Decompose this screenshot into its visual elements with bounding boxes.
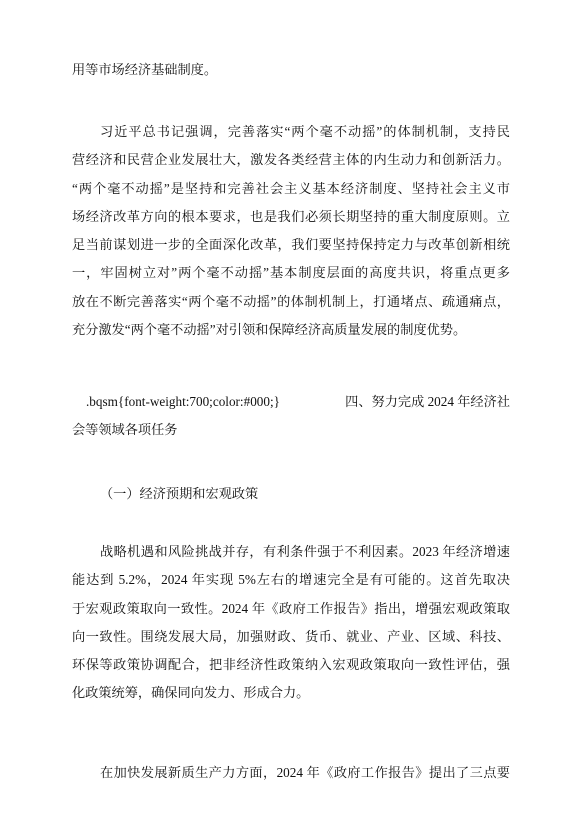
text-line: 足当前谋划进一步的全面深化改革，我们要坚持保持定力与改革创新相统 xyxy=(72,237,510,253)
text-line: “两个毫不动摇”是坚持和完善社会主义基本经济制度、坚持社会主义市 xyxy=(72,180,510,196)
text-line: 环保等政策协调配合，把非经济性政策纳入宏观政策取向一致性评估，强 xyxy=(72,657,510,673)
text-line: 向一致性。围绕发展大局，加强财政、货币、就业、产业、区域、科技、 xyxy=(72,628,510,644)
subsection-heading xyxy=(72,480,510,508)
text-line: 能达到 5.2%，2024 年实现 5%左右的增速完全是有可能的。这首先取决 xyxy=(72,572,510,588)
paragraph-two-unwavering xyxy=(72,118,510,344)
text-line: 习近平总书记强调，完善落实“两个毫不动摇”的体制机制，支持民 xyxy=(100,124,510,139)
text-line: 充分激发“两个毫不动摇”对引领和保障经济高质量发展的制度优势。 xyxy=(72,322,467,338)
text-line: 放在不断完善落实“两个毫不动摇”的体制机制上，打通堵点、疏通痛点， xyxy=(72,293,510,309)
section-title: 四、努力完成 2024 年经济社 xyxy=(345,394,510,409)
text-line: 一，牢固树立对”两个毫不动摇”基本制度层面的高度共识，将重点更多 xyxy=(72,265,510,281)
text-line: 战略机遇和风险挑战并存，有利条件强于不利因素。2023 年经济增速 xyxy=(100,544,510,559)
paragraph-macro-policy xyxy=(72,538,510,708)
subsection-title: （一）经济预期和宏观政策 xyxy=(100,486,259,501)
paragraph-new-productivity xyxy=(72,759,510,787)
section-heading-line xyxy=(72,388,510,416)
text-line: 在加快发展新质生产力方面，2024 年《政府工作报告》提出了三点要 xyxy=(100,765,510,780)
text-line: 营经济和民营企业发展壮大，激发各类经营主体的内生动力和创新活力。 xyxy=(72,152,510,168)
text-line: 于宏观政策取向一致性。2024 年《政府工作报告》指出，增强宏观政策取 xyxy=(72,600,510,616)
text-line: 化政策统筹，确保同向发力、形成合力。 xyxy=(72,685,310,701)
text-line: 场经济改革方向的根本要求，也是我们必须长期坚持的重大制度原则。立 xyxy=(72,208,510,224)
paragraph-continuation xyxy=(72,56,510,84)
stray-css-text: .bqsm{font-weight:700;color:#000;} xyxy=(86,394,280,409)
section-heading xyxy=(72,388,510,445)
text-line: 用等市场经济基础制度。 xyxy=(72,62,218,77)
section-title-continuation: 会等领域各项任务 xyxy=(72,422,178,438)
